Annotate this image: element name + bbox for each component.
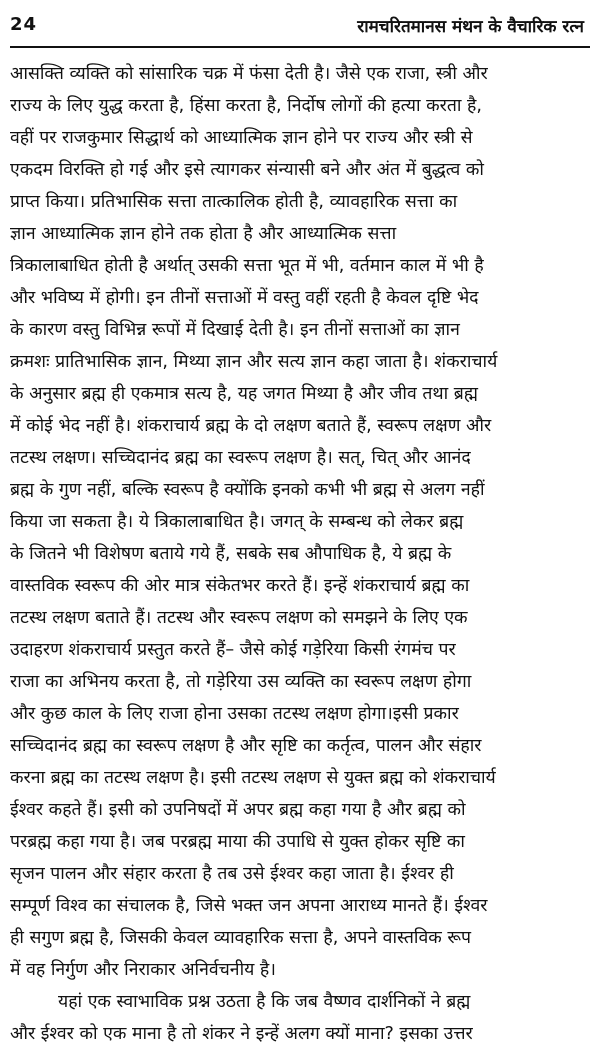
text-line: और भविष्य में होगी। इन तीनों सत्ताओं में वस्तु वहीं रहती है केवल दृष्टि भेद	[10, 288, 479, 308]
text-line: के अनुसार ब्रह्म ही एकमात्र सत्य है, यह जगत मिथ्या है और जीव तथा ब्रह्म	[10, 384, 478, 404]
header-rule	[10, 46, 590, 48]
text-line: ज्ञान आध्यात्मिक ज्ञान होने तक होता है और आध्यात्मिक सत्ता	[10, 224, 397, 244]
text-line: ईश्वर कहते हैं। इसी को उपनिषदों में अपर ब्रह्म कहा गया है और ब्रह्म को	[10, 800, 466, 820]
text-line: परब्रह्म कहा गया है। जब परब्रह्म माया की उपाधि से युक्त होकर सृष्टि का	[10, 832, 465, 852]
text-line: और ईश्वर को एक माना है तो शंकर ने इन्हें अलग क्यों माना? इसका उत्तर	[10, 1024, 473, 1044]
text-line: और कुछ काल के लिए राजा होना उसका तटस्थ लक्षण होगा।इसी प्रकार	[10, 704, 459, 724]
text-line: राजा का अभिनय करता है, तो गड़ेरिया उस व्यक्ति का स्वरूप लक्षण होगा	[10, 672, 472, 692]
text-line: क्रमशः प्रातिभासिक ज्ञान, मिथ्या ज्ञान और सत्य ज्ञान कहा जाता है। शंकराचार्य	[10, 352, 498, 372]
text-line: तटस्थ लक्षण। सच्चिदानंद ब्रह्म का स्वरूप लक्षण है। सत्, चित् और आनंद	[10, 448, 471, 468]
text-line: तटस्थ लक्षण बताते हैं। तटस्थ और स्वरूप लक्षण को समझने के लिए एक	[10, 608, 468, 628]
text-line: ही सगुण ब्रह्म है, जिसकी केवल व्यावहारिक सत्ता है, अपने वास्तविक रूप	[10, 928, 471, 948]
paragraph-start-line: यहां एक स्वाभाविक प्रश्न उठता है कि जब वैष्णव दार्शनिकों ने ब्रह्म	[58, 992, 471, 1012]
text-line: किया जा सकता है। ये त्रिकालाबाधित है। जगत् के सम्बन्ध को लेकर ब्रह्म	[10, 512, 464, 532]
text-line: सच्चिदानंद ब्रह्म का स्वरूप लक्षण है और सृष्टि का कर्तृत्व, पालन और संहार	[10, 736, 482, 756]
page-header	[10, 14, 590, 40]
text-line: प्राप्त किया। प्रतिभासिक सत्ता तात्कालिक होती है, व्यावहारिक सत्ता का	[10, 192, 458, 212]
text-line: त्रिकालाबाधित होती है अर्थात् उसकी सत्ता भूत में भी, वर्तमान काल में भी है	[10, 256, 484, 276]
text-line: ब्रह्म के गुण नहीं, बल्कि स्वरूप है क्योंकि इनको कभी भी ब्रह्म से अलग नहीं	[10, 480, 485, 500]
text-line: करना ब्रह्म का तटस्थ लक्षण है। इसी तटस्थ लक्षण से युक्त ब्रह्म को शंकराचार्य	[10, 768, 496, 788]
text-line: वास्तविक स्वरूप की ओर मात्र संकेतभर करते हैं। इन्हें शंकराचार्य ब्रह्म का	[10, 576, 470, 596]
page-number: 24	[10, 14, 38, 35]
text-line: वहीं पर राजकुमार सिद्धार्थ को आध्यात्मिक ज्ञान होने पर राज्य और स्त्री से	[10, 128, 473, 148]
text-line: आसक्ति व्यक्ति को सांसारिक चक्र में फंसा देती है। जैसे एक राजा, स्त्री और	[10, 64, 488, 84]
text-line: सम्पूर्ण विश्व का संचालक है, जिसे भक्त जन अपना आराध्य मानते हैं। ईश्वर	[10, 896, 488, 916]
text-line: सृजन पालन और संहार करता है तब उसे ईश्वर कहा जाता है। ईश्वर ही	[10, 864, 454, 884]
body-text	[10, 58, 592, 1050]
text-line: के कारण वस्तु विभिन्न रूपों में दिखाई देती है। इन तीनों सत्ताओं का ज्ञान	[10, 320, 460, 340]
running-title: रामचरितमानस मंथन के वैचारिक रत्न	[357, 17, 584, 37]
text-line: के जितने भी विशेषण बताये गये हैं, सबके सब औपाधिक है, ये ब्रह्म के	[10, 544, 452, 564]
text-line: राज्य के लिए युद्ध करता है, हिंसा करता है, निर्दोष लोगों की हत्या करता है,	[10, 96, 482, 116]
text-line: में कोई भेद नहीं है। शंकराचार्य ब्रह्म के दो लक्षण बताते हैं, स्वरूप लक्षण और	[10, 416, 492, 436]
text-line: एकदम विरक्ति हो गई और इसे त्यागकर संन्यासी बने और अंत में बुद्धत्व को	[10, 160, 484, 180]
text-line: उदाहरण शंकराचार्य प्रस्तुत करते हैं– जैसे कोई गड़ेरिया किसी रंगमंच पर	[10, 640, 456, 660]
text-line: में वह निर्गुण और निराकार अनिर्वचनीय है।	[10, 960, 276, 980]
